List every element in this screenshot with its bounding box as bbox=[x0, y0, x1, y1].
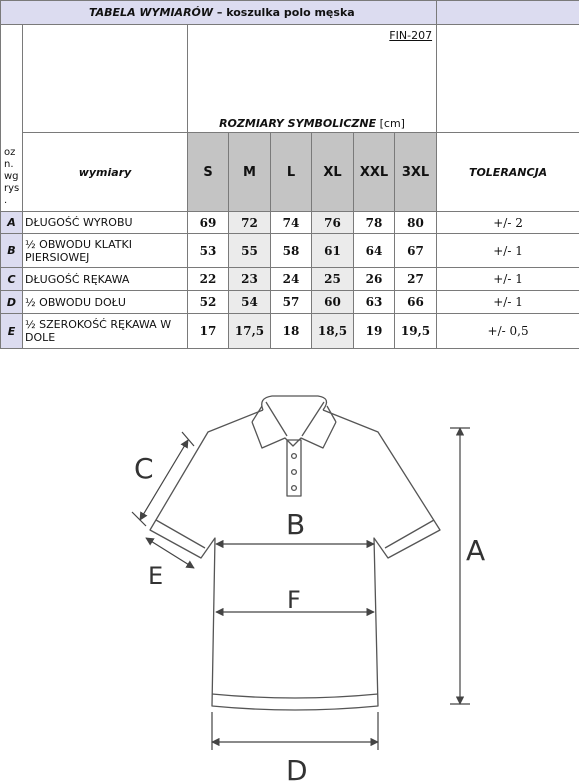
row-name: ½ OBWODU DOŁU bbox=[23, 291, 188, 314]
size-header: S bbox=[188, 133, 229, 212]
row-tolerance: +/- 0,5 bbox=[437, 314, 579, 349]
row-name: ½ OBWODU KLATKI PIERSIOWEJ bbox=[23, 234, 188, 268]
row-value: 78 bbox=[354, 212, 395, 234]
row-letter: D bbox=[1, 291, 23, 314]
row-value: 19,5 bbox=[395, 314, 437, 349]
label-e: E bbox=[148, 562, 164, 590]
label-b: B bbox=[286, 508, 306, 541]
row-value: 80 bbox=[395, 212, 437, 234]
label-f: F bbox=[287, 586, 301, 614]
row-value: 52 bbox=[188, 291, 229, 314]
row-value: 17,5 bbox=[229, 314, 271, 349]
title-row bbox=[1, 1, 579, 25]
row-tolerance: +/- 2 bbox=[437, 212, 579, 234]
label-c: C bbox=[134, 452, 154, 485]
row-value: 53 bbox=[188, 234, 229, 268]
table-title: TABELA WYMIARÓW – koszulka polo męska bbox=[1, 1, 437, 25]
row-tolerance: +/- 1 bbox=[437, 291, 579, 314]
row-value: 58 bbox=[271, 234, 312, 268]
row-name: ½ SZEROKOŚĆ RĘKAWA W DOLE bbox=[23, 314, 188, 349]
table-row bbox=[1, 268, 579, 291]
symbolic-sizes-header: FIN-207 ROZMIARY SYMBOLICZNE [cm] bbox=[188, 25, 437, 133]
row-value: 61 bbox=[312, 234, 354, 268]
label-a: A bbox=[466, 534, 486, 567]
row-tolerance: +/- 1 bbox=[437, 268, 579, 291]
symbolic-sizes-row bbox=[1, 25, 579, 133]
row-value: 55 bbox=[229, 234, 271, 268]
row-value: 57 bbox=[271, 291, 312, 314]
row-value: 25 bbox=[312, 268, 354, 291]
row-letter: B bbox=[1, 234, 23, 268]
row-letter: E bbox=[1, 314, 23, 349]
table-row bbox=[1, 314, 579, 349]
table-row bbox=[1, 212, 579, 234]
tolerance-header: TOLERANCJA bbox=[437, 133, 579, 212]
row-value: 23 bbox=[229, 268, 271, 291]
row-value: 69 bbox=[188, 212, 229, 234]
row-letter: C bbox=[1, 268, 23, 291]
size-table bbox=[0, 0, 579, 349]
row-value: 76 bbox=[312, 212, 354, 234]
size-header-row bbox=[1, 133, 579, 212]
row-value: 63 bbox=[354, 291, 395, 314]
row-value: 24 bbox=[271, 268, 312, 291]
size-header: XL bbox=[312, 133, 354, 212]
row-value: 60 bbox=[312, 291, 354, 314]
row-value: 67 bbox=[395, 234, 437, 268]
polo-shirt-diagram bbox=[0, 388, 579, 784]
row-value: 27 bbox=[395, 268, 437, 291]
size-header: L bbox=[271, 133, 312, 212]
row-tolerance: +/- 1 bbox=[437, 234, 579, 268]
table-row bbox=[1, 291, 579, 314]
row-value: 72 bbox=[229, 212, 271, 234]
row-value: 19 bbox=[354, 314, 395, 349]
product-code: FIN-207 bbox=[389, 29, 433, 42]
size-header: M bbox=[229, 133, 271, 212]
row-value: 17 bbox=[188, 314, 229, 349]
row-value: 18 bbox=[271, 314, 312, 349]
row-value: 22 bbox=[188, 268, 229, 291]
row-value: 26 bbox=[354, 268, 395, 291]
row-value: 74 bbox=[271, 212, 312, 234]
size-header: XXL bbox=[354, 133, 395, 212]
row-name: DŁUGOŚĆ WYROBU bbox=[23, 212, 188, 234]
row-value: 66 bbox=[395, 291, 437, 314]
label-d: D bbox=[286, 754, 308, 784]
row-value: 54 bbox=[229, 291, 271, 314]
shirt-outline bbox=[150, 396, 440, 710]
ozn-header: oz n. wg rys . bbox=[1, 25, 23, 212]
row-value: 18,5 bbox=[312, 314, 354, 349]
size-header: 3XL bbox=[395, 133, 437, 212]
row-name: DŁUGOŚĆ RĘKAWA bbox=[23, 268, 188, 291]
row-letter: A bbox=[1, 212, 23, 234]
table-row bbox=[1, 234, 579, 268]
wymiary-header: wymiary bbox=[23, 133, 188, 212]
row-value: 64 bbox=[354, 234, 395, 268]
